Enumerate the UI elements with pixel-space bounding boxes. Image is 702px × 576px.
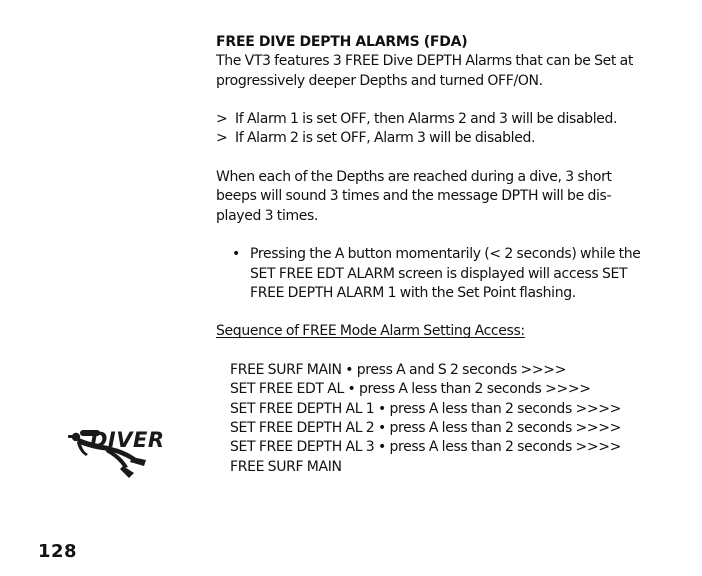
note-marker: >	[216, 111, 228, 128]
bullet-item	[216, 245, 666, 303]
note-alarm-1	[216, 110, 666, 129]
depth-reached-line-2: beeps will sound 3 times and the message DPTH will be dis-	[216, 188, 612, 205]
note-text: If Alarm 2 is set OFF, Alarm 3 will be disabled.	[235, 130, 536, 147]
bullet-marker: •	[232, 246, 240, 263]
depth-reached-line-3: played 3 times.	[216, 207, 319, 224]
page-number: 128	[38, 541, 78, 562]
sequence-step: SET FREE DEPTH AL 3 • press A less than 2 seconds >>>>	[230, 439, 622, 456]
bullet-line-3: FREE DEPTH ALARM 1 with the Set Point flashing.	[250, 284, 576, 301]
note-marker: >	[216, 130, 228, 147]
sequence-step: SET FREE DEPTH AL 1 • press A less than 2 seconds >>>>	[230, 400, 622, 417]
sequence-list	[216, 361, 666, 477]
intro-line-2: progressively deeper Depths and turned OFF/ON.	[216, 72, 543, 89]
note-alarm-2	[216, 129, 666, 148]
depth-reached-line-1: When each of the Depths are reached during a dive, 3 short	[216, 169, 612, 186]
bullet-line-2: SET FREE EDT ALARM screen is displayed will access SET	[250, 265, 628, 282]
diver-logo	[66, 420, 166, 480]
sequence-step: FREE SURF MAIN • press A and S 2 seconds >>>>	[230, 362, 567, 379]
manual-page-body	[216, 33, 666, 477]
bullet-line-1: Pressing the A button momentarily (< 2 seconds) while the	[250, 246, 641, 263]
sequence-title: Sequence of FREE Mode Alarm Setting Access:	[216, 323, 525, 340]
logo-text: DIVER	[90, 428, 165, 452]
sequence-step: FREE SURF MAIN	[230, 458, 342, 475]
sequence-step: SET FREE EDT AL • press A less than 2 seconds >>>>	[230, 381, 591, 398]
section-heading: FREE DIVE DEPTH ALARMS (FDA)	[216, 34, 468, 50]
sequence-step: SET FREE DEPTH AL 2 • press A less than 2 seconds >>>>	[230, 419, 622, 436]
intro-line-1: The VT3 features 3 FREE Dive DEPTH Alarms that can be Set at	[216, 53, 634, 70]
note-text: If Alarm 1 is set OFF, then Alarms 2 and 3 will be disabled.	[235, 111, 618, 128]
